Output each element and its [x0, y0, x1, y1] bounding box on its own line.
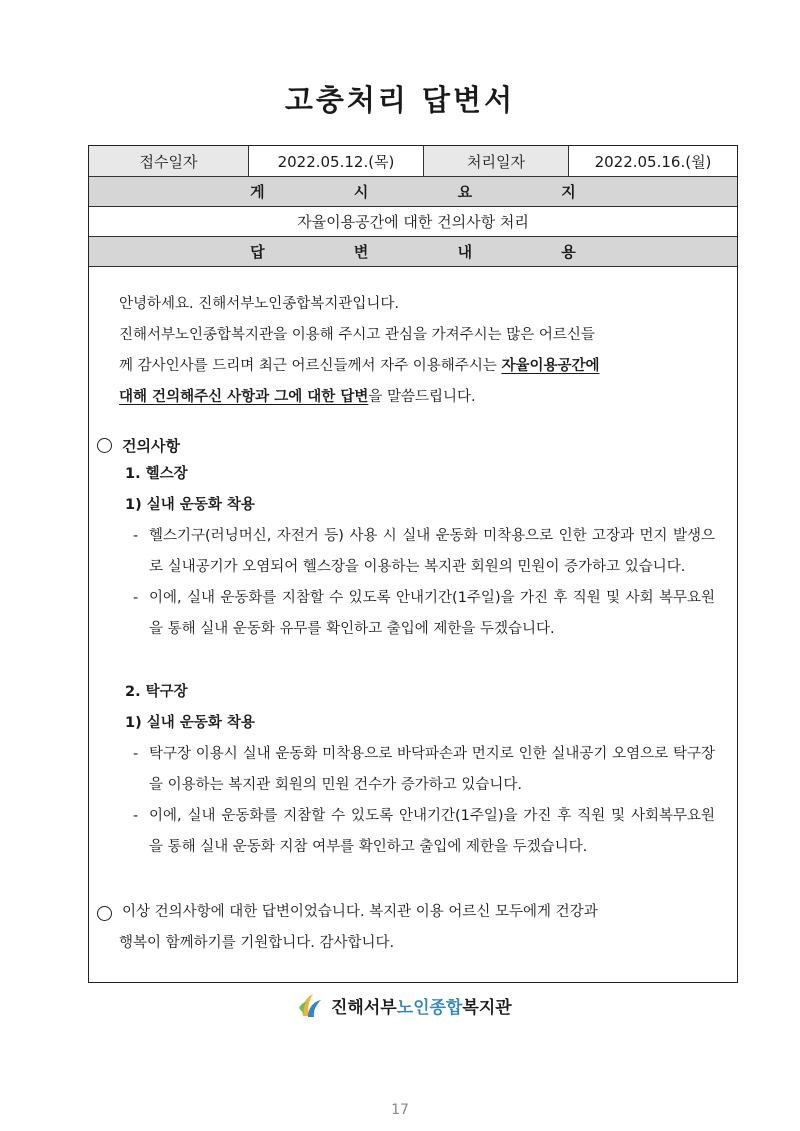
gym-item-2: - 이에, 실내 운동화를 지참할 수 있도록 안내기간(1주일)을 가진 후 직원 및 사회 복무요원을 통해 실내 운동화 유무를 확인하고 출입에 제한을 두겠습니다.	[125, 583, 715, 645]
logo-text-2: 노인종합	[396, 997, 463, 1018]
received-date-value: 2022.05.12.(목)	[249, 146, 424, 176]
intro-line: 께 감사인사를 드리며 최근 어르신들께서 자주 이용해주시는 자율이용공간에	[119, 358, 600, 374]
gym-subheading: 1) 실내 운동화 착용	[125, 497, 255, 513]
post-subject: 자율이용공간에 대한 건의사항 처리	[89, 207, 737, 237]
suggestions-heading: 건의사항	[97, 435, 180, 456]
table-tennis-item-2: - 이에, 실내 운동화를 지참할 수 있도록 안내기간(1주일)을 가진 후 직원 및 사회복무요원을 통해 실내 운동화 지참 여부를 확인하고 출입에 제한을 두겠습니다.	[125, 801, 715, 863]
welfare-center-logo	[295, 990, 512, 1020]
intro-line: 진해서부노인종합복지관을 이용해 주시고 관심을 가져주시는 많은 어르신들	[119, 327, 595, 343]
page-number: 17	[391, 1102, 409, 1118]
intro-paragraph	[119, 289, 719, 413]
table-tennis-section	[125, 677, 715, 863]
dash-bullet: -	[133, 808, 139, 824]
highlighted-text: 대해 건의해주신 사항과 그에 대한 답변	[119, 389, 369, 405]
table-tennis-item-1: - 탁구장 이용시 실내 운동화 미착용으로 바닥파손과 먼지로 인한 실내공기 오염으로 탁구장을 이용하는 복지관 회원의 민원 건수가 증가하고 있습니다.	[125, 739, 715, 801]
circle-bullet-icon	[97, 438, 112, 453]
gym-item-1: - 헬스기구(러닝머신, 자전거 등) 사용 시 실내 운동화 미착용으로 인한 고장과 먼지 발생으로 실내공기가 오염되어 헬스장을 이용하는 복지관 회원의 민원이 증가하고 있습니다.	[125, 521, 715, 583]
logo-text-3: 복지관	[462, 997, 512, 1018]
processed-date-label: 처리일자	[424, 146, 569, 176]
closing-line: 행복이 함께하기를 기원합니다. 감사합니다.	[119, 935, 395, 951]
dash-bullet: -	[133, 746, 139, 762]
dash-bullet: -	[133, 528, 139, 544]
intro-line: 안녕하세요. 진해서부노인종합복지관입니다.	[119, 296, 399, 312]
document-title: 고충처리 답변서	[284, 83, 516, 117]
intro-line: 대해 건의해주신 사항과 그에 대한 답변을 말씀드립니다.	[119, 389, 476, 405]
logo-text-1: 진해서부	[331, 997, 397, 1018]
answer-content-heading: 답 변 내 용	[89, 237, 737, 267]
closing-line: 이상 건의사항에 대한 답변이었습니다. 복지관 이용 어르신 모두에게 건강과	[122, 904, 598, 920]
answer-form	[88, 145, 738, 983]
table-tennis-subheading: 1) 실내 운동화 착용	[125, 715, 255, 731]
post-summary-heading: 게 시 요 지	[89, 177, 737, 207]
leaf-logo-icon	[295, 990, 325, 1020]
processed-date-value: 2022.05.16.(월)	[594, 152, 712, 171]
dash-bullet: -	[133, 590, 139, 606]
received-date-label: 접수일자	[89, 146, 249, 176]
table-tennis-heading: 2. 탁구장	[125, 684, 188, 700]
circle-bullet-icon	[97, 906, 112, 921]
highlighted-text: 자율이용공간에	[501, 358, 600, 374]
gym-heading: 1. 헬스장	[125, 466, 188, 482]
closing-paragraph	[97, 897, 731, 959]
gym-section	[125, 459, 715, 645]
date-header-row	[89, 146, 737, 177]
